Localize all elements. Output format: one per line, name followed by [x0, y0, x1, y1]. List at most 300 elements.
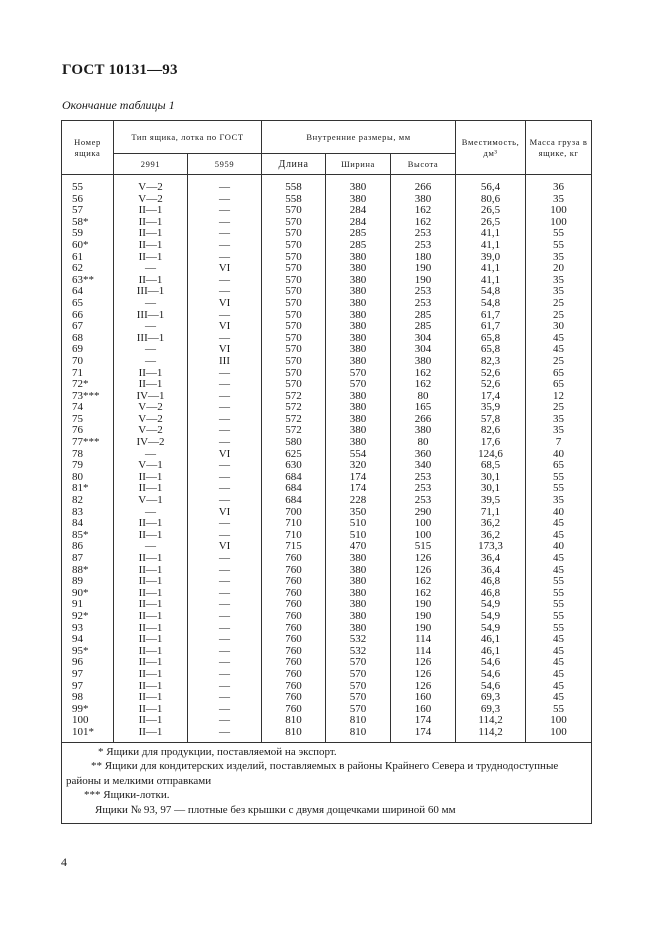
- cell-type-5959: —: [188, 646, 262, 658]
- cell-type-2991: III—1: [114, 286, 188, 298]
- cell-type-5959: —: [188, 611, 262, 623]
- cell-type-2991: V—1: [114, 495, 188, 507]
- cell-height: 290: [391, 507, 456, 519]
- cell-length: 684: [262, 495, 326, 507]
- cell-height: 174: [391, 727, 456, 742]
- cell-length: 760: [262, 576, 326, 588]
- cell-length: 625: [262, 449, 326, 461]
- cell-length: 684: [262, 483, 326, 495]
- cell-type-5959: —: [188, 495, 262, 507]
- cell-capacity: 54,6: [456, 681, 526, 693]
- table-row: [62, 344, 592, 356]
- cell-height: 162: [391, 576, 456, 588]
- cell-height: 304: [391, 344, 456, 356]
- cell-length: 760: [262, 704, 326, 716]
- cell-length: 570: [262, 205, 326, 217]
- cell-height: 160: [391, 692, 456, 704]
- cell-type-5959: —: [188, 379, 262, 391]
- table-row: [62, 692, 592, 704]
- cell-capacity: 57,8: [456, 414, 526, 426]
- cell-width: 380: [326, 356, 391, 368]
- cell-width: 380: [326, 553, 391, 565]
- header-height: Высота: [391, 154, 456, 175]
- cell-number: 82: [62, 495, 114, 507]
- cell-height: 380: [391, 425, 456, 437]
- cell-type-2991: V—2: [114, 175, 188, 194]
- cell-type-2991: II—1: [114, 228, 188, 240]
- cell-type-2991: II—1: [114, 275, 188, 287]
- cell-number: 95*: [62, 646, 114, 658]
- cell-capacity: 82,3: [456, 356, 526, 368]
- cell-capacity: 124,6: [456, 449, 526, 461]
- cell-height: 165: [391, 402, 456, 414]
- cell-number: 71: [62, 368, 114, 380]
- cell-type-5959: —: [188, 565, 262, 577]
- cell-length: 760: [262, 623, 326, 635]
- cell-type-5959: —: [188, 414, 262, 426]
- cell-width: 380: [326, 275, 391, 287]
- cell-mass: 45: [526, 681, 592, 693]
- cell-type-2991: IV—2: [114, 437, 188, 449]
- cell-width: 284: [326, 205, 391, 217]
- cell-capacity: 17,4: [456, 391, 526, 403]
- cell-width: 380: [326, 599, 391, 611]
- cell-capacity: 41,1: [456, 275, 526, 287]
- cell-capacity: 61,7: [456, 310, 526, 322]
- cell-type-2991: II—1: [114, 472, 188, 484]
- footnote-export: * Ящики для продукции, поставляемой на экспорт.: [98, 745, 337, 758]
- cell-type-2991: III—1: [114, 310, 188, 322]
- cell-width: 380: [326, 588, 391, 600]
- cell-length: 810: [262, 715, 326, 727]
- cell-length: 570: [262, 217, 326, 229]
- cell-type-5959: VI: [188, 263, 262, 275]
- cell-width: 380: [326, 321, 391, 333]
- cell-width: 320: [326, 460, 391, 472]
- cell-mass: 45: [526, 565, 592, 577]
- cell-length: 760: [262, 611, 326, 623]
- header-box-type: Тип ящика, лотка по ГОСТ: [114, 121, 262, 154]
- cell-type-2991: —: [114, 263, 188, 275]
- cell-type-5959: —: [188, 240, 262, 252]
- cell-type-2991: —: [114, 356, 188, 368]
- cell-height: 380: [391, 356, 456, 368]
- cell-number: 81*: [62, 483, 114, 495]
- cell-number: 55: [62, 175, 114, 194]
- table-row: [62, 669, 592, 681]
- header-cargo-mass: Масса груза в ящике, кг: [526, 121, 592, 175]
- cell-number: 80: [62, 472, 114, 484]
- cell-number: 99*: [62, 704, 114, 716]
- cell-mass: 55: [526, 483, 592, 495]
- cell-type-2991: —: [114, 541, 188, 553]
- cell-width: 570: [326, 379, 391, 391]
- cell-height: 266: [391, 414, 456, 426]
- cell-width: 380: [326, 414, 391, 426]
- cell-width: 554: [326, 449, 391, 461]
- cell-mass: 65: [526, 379, 592, 391]
- cell-mass: 35: [526, 286, 592, 298]
- cell-number: 88*: [62, 565, 114, 577]
- cell-mass: 55: [526, 588, 592, 600]
- cell-mass: 55: [526, 472, 592, 484]
- cell-height: 174: [391, 715, 456, 727]
- document-title: ГОСТ 10131—93: [62, 62, 178, 78]
- cell-mass: 100: [526, 205, 592, 217]
- cell-height: 114: [391, 646, 456, 658]
- footnote-trays: *** Ящики-лотки.: [84, 789, 170, 801]
- cell-width: 380: [326, 263, 391, 275]
- cell-length: 710: [262, 518, 326, 530]
- cell-width: 380: [326, 175, 391, 194]
- cell-width: 380: [326, 252, 391, 264]
- cell-capacity: 71,1: [456, 507, 526, 519]
- cell-mass: 65: [526, 368, 592, 380]
- cell-height: 180: [391, 252, 456, 264]
- cell-type-2991: II—1: [114, 368, 188, 380]
- cell-capacity: 69,3: [456, 704, 526, 716]
- header-capacity: Вместимость, дм³: [456, 121, 526, 175]
- cell-height: 190: [391, 623, 456, 635]
- cell-height: 162: [391, 379, 456, 391]
- cell-width: 285: [326, 228, 391, 240]
- cell-type-5959: —: [188, 286, 262, 298]
- cell-type-2991: II—1: [114, 217, 188, 229]
- cell-width: 380: [326, 402, 391, 414]
- cell-width: 380: [326, 391, 391, 403]
- cell-mass: 55: [526, 611, 592, 623]
- cell-mass: 45: [526, 646, 592, 658]
- cell-number: 78: [62, 449, 114, 461]
- cell-number: 76: [62, 425, 114, 437]
- cell-type-5959: —: [188, 194, 262, 206]
- cell-width: 380: [326, 286, 391, 298]
- cell-height: 253: [391, 240, 456, 252]
- cell-length: 760: [262, 553, 326, 565]
- cell-capacity: 41,1: [456, 263, 526, 275]
- cell-type-5959: —: [188, 681, 262, 693]
- cell-length: 580: [262, 437, 326, 449]
- cell-type-2991: II—1: [114, 704, 188, 716]
- cell-length: 760: [262, 657, 326, 669]
- cell-mass: 65: [526, 460, 592, 472]
- cell-width: 380: [326, 333, 391, 345]
- cell-width: 510: [326, 518, 391, 530]
- cell-type-5959: VI: [188, 321, 262, 333]
- cell-capacity: 46,1: [456, 634, 526, 646]
- cell-type-5959: —: [188, 425, 262, 437]
- cell-mass: 20: [526, 263, 592, 275]
- cell-capacity: 54,6: [456, 657, 526, 669]
- cell-width: 570: [326, 681, 391, 693]
- cell-width: 285: [326, 240, 391, 252]
- cell-length: 810: [262, 727, 326, 742]
- cell-length: 570: [262, 252, 326, 264]
- cell-type-5959: —: [188, 368, 262, 380]
- cell-height: 253: [391, 298, 456, 310]
- table-row: [62, 727, 592, 742]
- cell-type-2991: —: [114, 321, 188, 333]
- table-row: [62, 286, 592, 298]
- cell-length: 570: [262, 356, 326, 368]
- cell-width: 532: [326, 634, 391, 646]
- cell-width: 380: [326, 425, 391, 437]
- cell-width: 380: [326, 298, 391, 310]
- cell-type-5959: —: [188, 588, 262, 600]
- cell-capacity: 114,2: [456, 715, 526, 727]
- cell-mass: 30: [526, 321, 592, 333]
- cell-length: 572: [262, 402, 326, 414]
- cell-type-2991: II—1: [114, 252, 188, 264]
- cell-type-5959: —: [188, 518, 262, 530]
- cell-mass: 100: [526, 217, 592, 229]
- cell-type-2991: II—1: [114, 623, 188, 635]
- cell-type-5959: —: [188, 333, 262, 345]
- cell-capacity: 26,5: [456, 205, 526, 217]
- cell-width: 228: [326, 495, 391, 507]
- cell-type-5959: VI: [188, 449, 262, 461]
- cell-mass: 45: [526, 530, 592, 542]
- table-row: [62, 252, 592, 264]
- cell-mass: 25: [526, 356, 592, 368]
- cell-mass: 35: [526, 275, 592, 287]
- cell-length: 760: [262, 669, 326, 681]
- table-row: [62, 437, 592, 449]
- page-number: 4: [61, 855, 67, 869]
- cell-capacity: 68,5: [456, 460, 526, 472]
- table-row: [62, 611, 592, 623]
- cell-type-2991: V—2: [114, 414, 188, 426]
- cell-type-5959: —: [188, 715, 262, 727]
- cell-type-2991: II—1: [114, 692, 188, 704]
- cell-width: 380: [326, 576, 391, 588]
- cell-height: 253: [391, 483, 456, 495]
- cell-type-2991: II—1: [114, 483, 188, 495]
- cell-type-2991: V—2: [114, 402, 188, 414]
- cell-type-5959: VI: [188, 344, 262, 356]
- cell-length: 570: [262, 240, 326, 252]
- cell-number: 91: [62, 599, 114, 611]
- cell-height: 126: [391, 681, 456, 693]
- cell-height: 100: [391, 518, 456, 530]
- cell-type-5959: —: [188, 483, 262, 495]
- cell-mass: 35: [526, 425, 592, 437]
- cell-width: 380: [326, 611, 391, 623]
- cell-height: 190: [391, 263, 456, 275]
- cell-width: 510: [326, 530, 391, 542]
- cell-number: 79: [62, 460, 114, 472]
- cell-length: 684: [262, 472, 326, 484]
- cell-height: 266: [391, 175, 456, 194]
- table-row: [62, 175, 592, 194]
- cell-width: 174: [326, 483, 391, 495]
- table-row: [62, 356, 592, 368]
- cell-capacity: 17,6: [456, 437, 526, 449]
- cell-number: 90*: [62, 588, 114, 600]
- cell-number: 65: [62, 298, 114, 310]
- footnote-north: ** Ящики для кондитерских изделий, поставляемых в районы Крайнего Севера и труднодоступные: [91, 760, 559, 772]
- cell-number: 66: [62, 310, 114, 322]
- header-type-5959: 5959: [188, 154, 262, 175]
- cell-mass: 55: [526, 623, 592, 635]
- cell-length: 570: [262, 286, 326, 298]
- cell-type-2991: V—2: [114, 194, 188, 206]
- cell-capacity: 173,3: [456, 541, 526, 553]
- cell-height: 162: [391, 217, 456, 229]
- cell-width: 570: [326, 692, 391, 704]
- cell-width: 470: [326, 541, 391, 553]
- cell-length: 570: [262, 379, 326, 391]
- cell-type-5959: —: [188, 460, 262, 472]
- cell-number: 97: [62, 669, 114, 681]
- cell-mass: 12: [526, 391, 592, 403]
- cell-length: 570: [262, 275, 326, 287]
- cell-mass: 45: [526, 344, 592, 356]
- cell-length: 760: [262, 646, 326, 658]
- cell-mass: 40: [526, 507, 592, 519]
- cell-number: 56: [62, 194, 114, 206]
- cell-capacity: 36,2: [456, 518, 526, 530]
- cell-mass: 36: [526, 175, 592, 194]
- cell-width: 380: [326, 344, 391, 356]
- cell-type-2991: III—1: [114, 333, 188, 345]
- cell-width: 570: [326, 669, 391, 681]
- cell-height: 253: [391, 495, 456, 507]
- cell-number: 57: [62, 205, 114, 217]
- table-row: [62, 553, 592, 565]
- cell-number: 59: [62, 228, 114, 240]
- cell-height: 304: [391, 333, 456, 345]
- cell-capacity: 54,9: [456, 623, 526, 635]
- cell-length: 760: [262, 681, 326, 693]
- cell-capacity: 54,6: [456, 669, 526, 681]
- cell-capacity: 35,9: [456, 402, 526, 414]
- cell-type-5959: —: [188, 391, 262, 403]
- cell-number: 97: [62, 681, 114, 693]
- cell-length: 760: [262, 634, 326, 646]
- footnote-boxes-93-97: Ящики № 93, 97 — плотные без крышки с двумя дощечками шириной 60 мм: [95, 803, 456, 816]
- cell-type-2991: II—1: [114, 646, 188, 658]
- cell-type-2991: II—1: [114, 599, 188, 611]
- cell-type-2991: II—1: [114, 634, 188, 646]
- cell-width: 380: [326, 437, 391, 449]
- cell-length: 760: [262, 565, 326, 577]
- cell-width: 174: [326, 472, 391, 484]
- cell-capacity: 39,0: [456, 252, 526, 264]
- cell-capacity: 54,8: [456, 286, 526, 298]
- cell-height: 162: [391, 368, 456, 380]
- cell-height: 126: [391, 657, 456, 669]
- cell-type-5959: —: [188, 217, 262, 229]
- cell-type-2991: V—1: [114, 460, 188, 472]
- cell-height: 162: [391, 588, 456, 600]
- cell-capacity: 69,3: [456, 692, 526, 704]
- cell-capacity: 46,8: [456, 576, 526, 588]
- table-body: [62, 175, 592, 743]
- cell-height: 253: [391, 472, 456, 484]
- cell-capacity: 54,9: [456, 611, 526, 623]
- cell-type-5959: —: [188, 599, 262, 611]
- cell-mass: 45: [526, 692, 592, 704]
- header-length: Длина: [262, 154, 326, 175]
- cell-type-5959: —: [188, 205, 262, 217]
- cell-type-2991: II—1: [114, 240, 188, 252]
- cell-number: 75: [62, 414, 114, 426]
- cell-height: 285: [391, 310, 456, 322]
- cell-number: 87: [62, 553, 114, 565]
- cell-capacity: 41,1: [456, 228, 526, 240]
- cell-height: 285: [391, 321, 456, 333]
- cell-capacity: 26,5: [456, 217, 526, 229]
- cell-mass: 35: [526, 414, 592, 426]
- header-inner-dimensions: Внутренние размеры, мм: [262, 121, 456, 154]
- cell-mass: 45: [526, 518, 592, 530]
- cell-length: 572: [262, 414, 326, 426]
- cell-mass: 35: [526, 252, 592, 264]
- cell-height: 162: [391, 205, 456, 217]
- table-row: [62, 495, 592, 507]
- cell-length: 760: [262, 588, 326, 600]
- cell-number: 62: [62, 263, 114, 275]
- cell-width: 380: [326, 623, 391, 635]
- footnote-north-continued: районы и мелкими отправками: [66, 774, 212, 787]
- cell-type-5959: —: [188, 472, 262, 484]
- cell-type-2991: II—1: [114, 553, 188, 565]
- cell-width: 570: [326, 368, 391, 380]
- cell-number: 73***: [62, 391, 114, 403]
- cell-capacity: 56,4: [456, 175, 526, 194]
- cell-width: 284: [326, 217, 391, 229]
- cell-height: 190: [391, 275, 456, 287]
- table-row: [62, 634, 592, 646]
- header-number: Номер ящика: [62, 121, 114, 175]
- cell-length: 570: [262, 310, 326, 322]
- cell-capacity: 52,6: [456, 368, 526, 380]
- cell-mass: 45: [526, 333, 592, 345]
- cell-height: 160: [391, 704, 456, 716]
- cell-type-5959: —: [188, 623, 262, 635]
- cell-width: 570: [326, 704, 391, 716]
- cell-number: 61: [62, 252, 114, 264]
- cell-type-5959: VI: [188, 507, 262, 519]
- table-row: [62, 263, 592, 275]
- cell-type-5959: —: [188, 553, 262, 565]
- cell-number: 93: [62, 623, 114, 635]
- cell-number: 72*: [62, 379, 114, 391]
- cell-height: 515: [391, 541, 456, 553]
- cell-length: 700: [262, 507, 326, 519]
- cell-height: 114: [391, 634, 456, 646]
- cell-capacity: 82,6: [456, 425, 526, 437]
- cell-type-2991: II—1: [114, 565, 188, 577]
- cell-type-5959: —: [188, 704, 262, 716]
- cell-type-2991: —: [114, 449, 188, 461]
- cell-capacity: 54,8: [456, 298, 526, 310]
- cell-mass: 25: [526, 402, 592, 414]
- cell-type-2991: II—1: [114, 530, 188, 542]
- cell-mass: 55: [526, 240, 592, 252]
- cell-length: 570: [262, 228, 326, 240]
- cell-capacity: 46,1: [456, 646, 526, 658]
- cell-type-5959: —: [188, 727, 262, 742]
- table-row: [62, 240, 592, 252]
- cell-length: 558: [262, 175, 326, 194]
- cell-length: 570: [262, 344, 326, 356]
- cell-length: 558: [262, 194, 326, 206]
- cell-capacity: 52,6: [456, 379, 526, 391]
- cell-height: 190: [391, 599, 456, 611]
- cell-mass: 40: [526, 541, 592, 553]
